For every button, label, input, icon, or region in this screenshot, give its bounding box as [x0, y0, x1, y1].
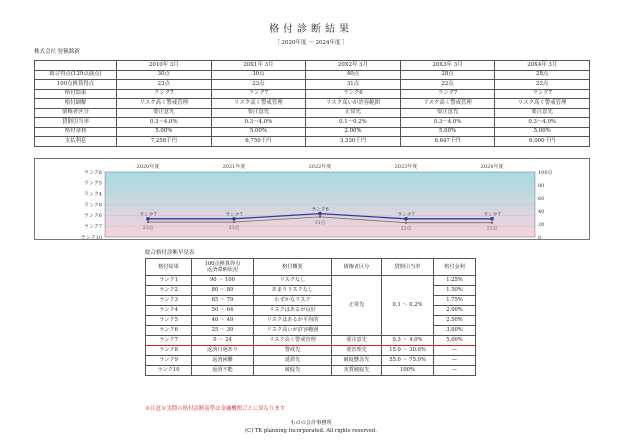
legend-cell: リスクはあるが平均的 — [254, 316, 332, 326]
summary-cell: 6,647千円 — [400, 137, 495, 147]
summary-cell: 30点 — [211, 70, 306, 80]
page-title: 格付診断結果 — [269, 24, 353, 35]
score-label: 31点 — [314, 220, 326, 226]
rank-label: ランク7 — [139, 212, 157, 218]
summary-row-header: 総合得点(129点満点) — [35, 70, 117, 80]
legend-cell: 破綻先 — [254, 366, 332, 376]
legend-merged-creditor: 正常先 — [332, 276, 382, 336]
legend-cell: — — [434, 346, 476, 356]
x-tick-label: 2020年度 — [136, 164, 160, 170]
summary-row — [35, 108, 590, 118]
summary-cell: 要注意先 — [117, 108, 212, 118]
summary-cell: 5.00% — [117, 127, 212, 137]
legend-cell: 1.75% — [434, 296, 476, 306]
legend-cell: 破綻懸念先 — [332, 356, 382, 366]
summary-col-header: 20X2年 3月 — [306, 61, 401, 71]
legend-cell: — — [434, 366, 476, 376]
legend-row — [146, 356, 476, 366]
period-range: ［ 2020年度 ～ 2024年度 ］ — [274, 40, 348, 46]
legend-cell: 返済不能 — [192, 366, 254, 376]
legend-cell: 50 ～ 64 — [192, 306, 254, 316]
legend-cell: あまりリスクなし — [254, 286, 332, 296]
legend-cell: ランク5 — [146, 316, 192, 326]
right-tick-label: 40 — [538, 208, 545, 215]
legend-cell: 25 ～ 39 — [192, 326, 254, 336]
summary-cell: リスク高く警戒管理 — [495, 99, 590, 109]
rank-label: ランク7 — [397, 212, 415, 218]
legend-cell: 80 ～ 89 — [192, 286, 254, 296]
right-tick-label: 80 — [538, 182, 545, 189]
legend-cell: 延滞先 — [254, 356, 332, 366]
legend-cell: 15.0 ～ 30.0% — [382, 346, 434, 356]
legend-col-header: 貸倒引当率 — [382, 259, 434, 276]
summary-row-header: 格付結果 — [35, 89, 117, 99]
summary-cell: 0.3～4.0% — [495, 118, 590, 128]
score-point — [233, 221, 235, 223]
legend-row — [146, 346, 476, 356]
legend-cell: リスク高く警戒管理 — [254, 336, 332, 346]
summary-row — [35, 137, 590, 147]
summary-cell: 6,000千円 — [495, 137, 590, 147]
right-tick-label: 60 — [538, 195, 545, 202]
rank-label: ランク7 — [483, 212, 501, 218]
legend-cell: 要管理先 — [332, 346, 382, 356]
summary-cell: 5.00% — [400, 127, 495, 137]
legend-cell: 0 ～ 24 — [192, 336, 254, 346]
left-tick-label: ランク7 — [83, 223, 102, 230]
summary-row-header: 格付金利 — [35, 127, 117, 137]
legend-cell: リスクはあるが良好 — [254, 306, 332, 316]
summary-cell: ランク7 — [400, 89, 495, 99]
right-tick-label: 100点 — [538, 169, 553, 176]
footer-office: ものの会計事務所 — [290, 420, 332, 426]
summary-cell: 2.00% — [306, 127, 401, 137]
legend-cell: ランク9 — [146, 356, 192, 366]
score-point — [319, 216, 321, 218]
legend-cell: 1.50% — [434, 286, 476, 296]
summary-row-header: 100点換算得点 — [35, 80, 117, 90]
legend-row — [146, 366, 476, 376]
legend-cell: ランク7 — [146, 336, 192, 346]
score-label: 22点 — [486, 226, 498, 232]
summary-cell: 6,759千円 — [211, 137, 306, 147]
score-point — [405, 222, 407, 224]
summary-cell: 22点 — [400, 80, 495, 90]
legend-row — [146, 276, 476, 286]
summary-cell: 0.3～4.0% — [117, 118, 212, 128]
legend-cell: ランク2 — [146, 286, 192, 296]
summary-row-header: 債権者区分 — [35, 108, 117, 118]
legend-cell: 55.0 ～ 75.0% — [382, 356, 434, 366]
left-tick-label: ランク6 — [83, 213, 102, 220]
legend-cell: 返済日遅あり — [192, 346, 254, 356]
legend-cell: 実質破綻先 — [332, 366, 382, 376]
summary-row — [35, 70, 590, 80]
legend-cell: 100% — [382, 366, 434, 376]
summary-cell: ランク7 — [211, 89, 306, 99]
rating-legend-table — [145, 258, 476, 376]
summary-cell: 0.3～4.0% — [400, 118, 495, 128]
summary-row — [35, 80, 590, 90]
legend-col-header: 債権者区分 — [332, 259, 382, 276]
rank-chart — [34, 158, 590, 240]
disclaimer-note: ※注意※実際の格付診断基準は金融機関ごとに異なります — [145, 406, 286, 412]
legend-header-row — [146, 259, 476, 276]
summary-cell: 要注意先 — [211, 108, 306, 118]
legend-cell: 1.25% — [434, 276, 476, 286]
summary-cell: リスク高く警戒管理 — [211, 99, 306, 109]
summary-col-header: 20X3年 3月 — [400, 61, 495, 71]
legend-cell: ランク6 — [146, 326, 192, 336]
summary-row-header: 貸倒引当率 — [35, 118, 117, 128]
x-tick-label: 2022年度 — [308, 164, 332, 170]
summary-header-row — [35, 61, 590, 71]
left-tick-label: ランク6 — [83, 169, 102, 176]
legend-cell: 40 ～ 49 — [192, 316, 254, 326]
summary-cell: リスク高いが許容範囲 — [306, 99, 401, 109]
score-label: 22点 — [400, 226, 412, 232]
legend-merged-reserve: 0.1 ～ 0.2% — [382, 276, 434, 336]
summary-cell: 正常先 — [306, 108, 401, 118]
summary-col-header — [35, 61, 117, 71]
summary-col-header: 20X4年 3月 — [495, 61, 590, 71]
legend-cell: リスク高いが許容範囲 — [254, 326, 332, 336]
legend-cell: 65 ～ 79 — [192, 296, 254, 306]
summary-row-header: 支払利息 — [35, 137, 117, 147]
legend-col-header: 100点換算得点 返済滞納状況 — [192, 259, 254, 276]
summary-row — [35, 89, 590, 99]
summary-cell: ランク7 — [117, 89, 212, 99]
legend-cell: 5.00% — [434, 336, 476, 346]
summary-cell: 5.00% — [495, 127, 590, 137]
chart-svg — [35, 159, 591, 241]
right-tick-label: 20 — [538, 221, 545, 228]
summary-cell: 23点 — [117, 80, 212, 90]
legend-cell: 3.00% — [434, 326, 476, 336]
left-tick-label: ランク5 — [83, 180, 102, 187]
summary-row-header: 格付細解 — [35, 99, 117, 109]
rank-label: ランク6 — [311, 207, 329, 213]
summary-cell: ランク6 — [306, 89, 401, 99]
x-tick-label: 2021年度 — [222, 164, 246, 170]
summary-cell: 要注意先 — [495, 108, 590, 118]
summary-col-header: 2010年 3月 — [117, 61, 212, 71]
score-label: 23点 — [142, 226, 154, 232]
summary-cell: リスク高く警戒管理 — [400, 99, 495, 109]
summary-table — [34, 60, 590, 147]
left-tick-label: ランク4 — [83, 191, 102, 198]
right-tick-label: 0 — [538, 234, 542, 241]
legend-col-header: 格付概要 — [254, 259, 332, 276]
summary-cell: 5.00% — [211, 127, 306, 137]
x-tick-label: 2023年度 — [394, 164, 418, 170]
summary-cell: 28点 — [400, 70, 495, 80]
legend-col-header: 格付金利 — [434, 259, 476, 276]
legend-row — [146, 336, 476, 346]
legend-cell: 0.3 ～ 4.0% — [382, 336, 434, 346]
summary-cell: 22点 — [495, 80, 590, 90]
summary-cell: 28点 — [495, 70, 590, 80]
legend-cell: ランク1 — [146, 276, 192, 286]
legend-cell: ランク4 — [146, 306, 192, 316]
legend-cell: リスクなし — [254, 276, 332, 286]
legend-cell: ランク3 — [146, 296, 192, 306]
legend-cell: 2.50% — [434, 316, 476, 326]
summary-col-header: 20X1年 3月 — [211, 61, 306, 71]
legend-cell: 要注意先 — [332, 336, 382, 346]
legend-cell: 返済困難 — [192, 356, 254, 366]
footer-copyright: (C) TK planning Incorporated. All rights reserved. — [245, 428, 377, 434]
legend-cell: ランク8 — [146, 346, 192, 356]
summary-cell: 7,258千円 — [117, 137, 212, 147]
legend-title: 総合格付診断早見表 — [145, 250, 195, 256]
summary-cell: 0.1～0.2% — [306, 118, 401, 128]
legend-cell: 90 ～ 100 — [192, 276, 254, 286]
summary-cell: 31点 — [306, 80, 401, 90]
summary-cell: 40点 — [306, 70, 401, 80]
legend-cell: — — [434, 356, 476, 366]
summary-row — [35, 118, 590, 128]
summary-cell: 要注意先 — [400, 108, 495, 118]
summary-cell: 23点 — [211, 80, 306, 90]
legend-cell: ランク10 — [146, 366, 192, 376]
summary-cell: ランク7 — [495, 89, 590, 99]
legend-cell: 警戒先 — [254, 346, 332, 356]
x-tick-label: 2024年度 — [480, 164, 504, 170]
company-name: 株式会社 狩猟銘新 — [34, 49, 80, 55]
left-tick-label: ランク8 — [83, 202, 102, 209]
summary-row — [35, 127, 590, 137]
score-point — [147, 221, 149, 223]
legend-cell: 2.00% — [434, 306, 476, 316]
summary-cell: 0.3～4.0% — [211, 118, 306, 128]
summary-cell: リスク高く警戒管理 — [117, 99, 212, 109]
rank-label: ランク7 — [225, 212, 243, 218]
legend-cell: わずかなリスク — [254, 296, 332, 306]
score-point — [491, 222, 493, 224]
summary-cell: 30点 — [117, 70, 212, 80]
summary-row — [35, 99, 590, 109]
legend-col-header: 格付結果 — [146, 259, 192, 276]
score-label: 23点 — [228, 226, 240, 232]
left-tick-label: ランク10 — [80, 234, 102, 241]
summary-cell: 3,330千円 — [306, 137, 401, 147]
